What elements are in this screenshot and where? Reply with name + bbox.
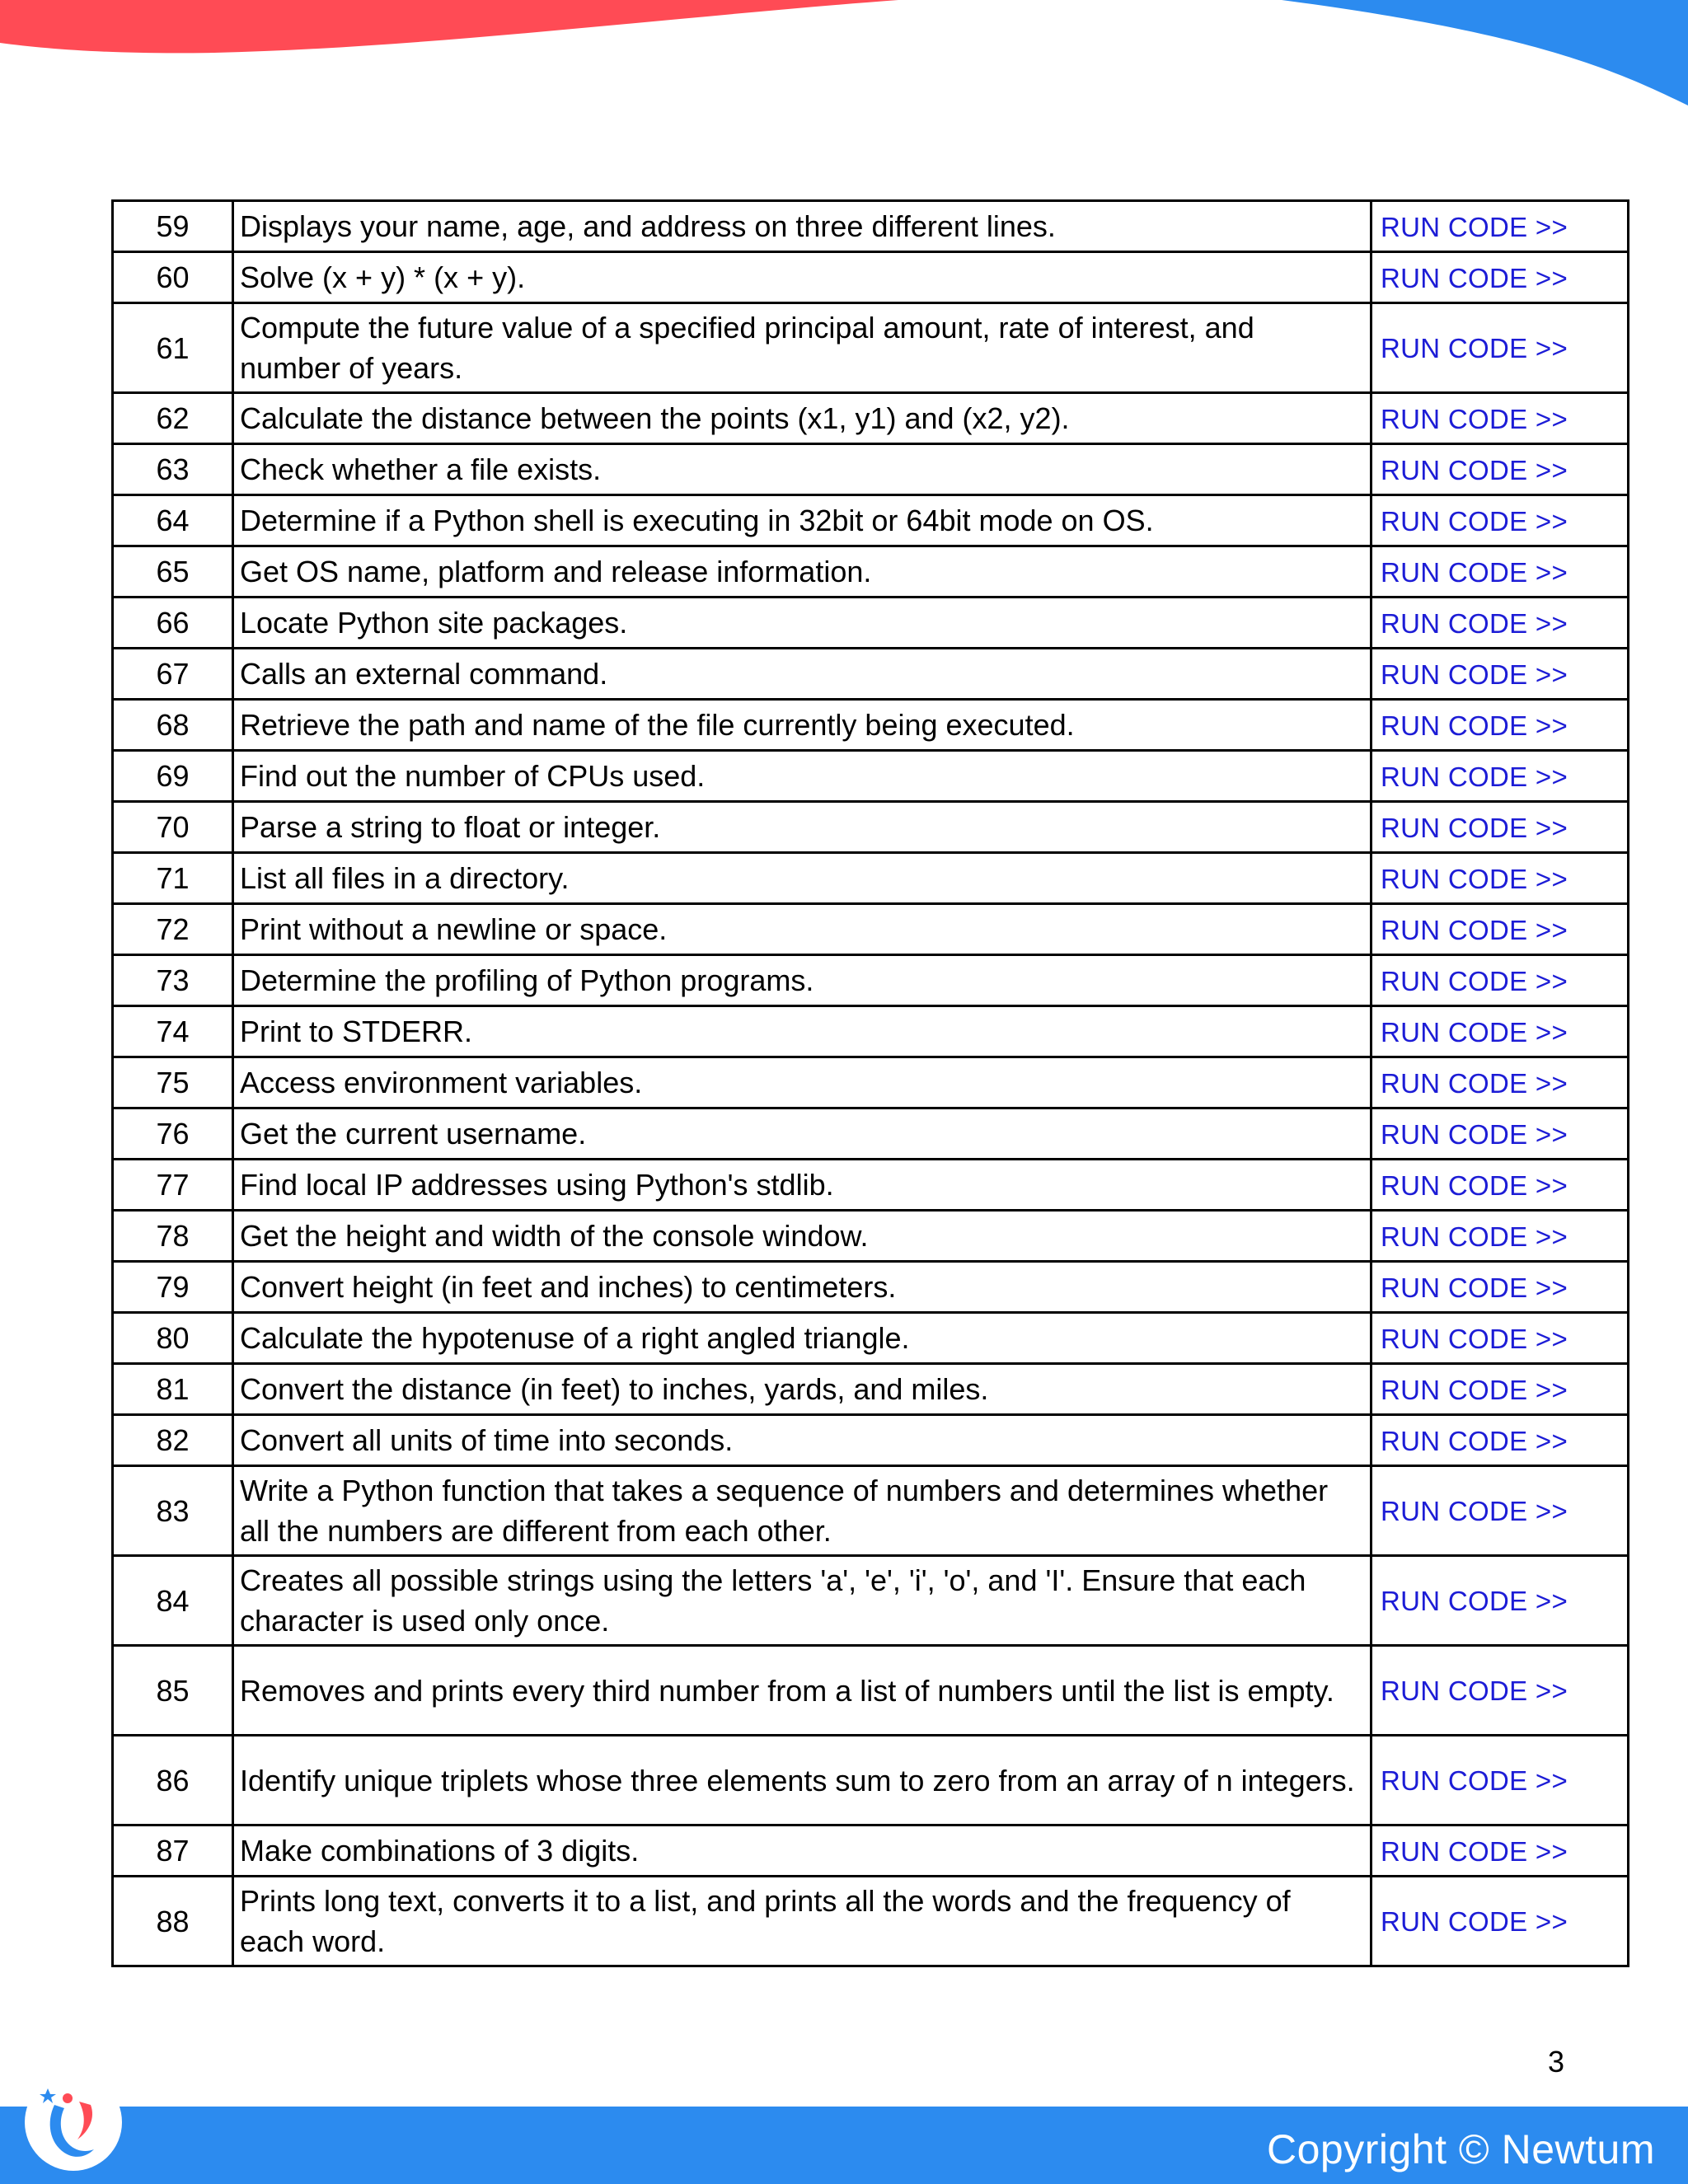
run-code-link[interactable]: RUN CODE >> [1381, 1496, 1568, 1526]
program-number: 80 [113, 1313, 233, 1364]
program-number: 78 [113, 1211, 233, 1262]
run-code-cell [1372, 252, 1629, 303]
run-code-link[interactable]: RUN CODE >> [1381, 812, 1568, 843]
table-row [113, 955, 1629, 1006]
run-code-link[interactable]: RUN CODE >> [1381, 1169, 1568, 1201]
table-row [113, 1556, 1629, 1646]
copyright-text: Copyright © Newtum [1267, 2126, 1655, 2172]
run-code-cell [1372, 1364, 1629, 1415]
program-number: 74 [113, 1006, 233, 1057]
program-description: Get OS name, platform and release information. [233, 546, 1372, 598]
run-code-link[interactable]: RUN CODE >> [1381, 1425, 1568, 1456]
table-row [113, 303, 1629, 393]
run-code-cell [1372, 700, 1629, 751]
run-code-cell [1372, 1646, 1629, 1736]
run-code-link[interactable]: RUN CODE >> [1381, 863, 1568, 894]
run-code-link[interactable]: RUN CODE >> [1381, 1906, 1568, 1937]
run-code-link[interactable]: RUN CODE >> [1381, 1118, 1568, 1150]
program-description: Convert height (in feet and inches) to centimeters. [233, 1262, 1372, 1313]
run-code-link[interactable]: RUN CODE >> [1381, 1221, 1568, 1252]
run-code-cell [1372, 1313, 1629, 1364]
program-number: 66 [113, 598, 233, 649]
run-code-link[interactable]: RUN CODE >> [1381, 965, 1568, 996]
programs-table [111, 199, 1629, 1967]
program-number: 62 [113, 393, 233, 444]
program-number: 67 [113, 649, 233, 700]
table-row [113, 904, 1629, 955]
program-description: Displays your name, age, and address on three different lines. [233, 201, 1372, 252]
table-row [113, 1108, 1629, 1160]
run-code-cell [1372, 1108, 1629, 1160]
run-code-cell [1372, 1262, 1629, 1313]
run-code-cell [1372, 598, 1629, 649]
table-row [113, 802, 1629, 853]
program-description: Access environment variables. [233, 1057, 1372, 1108]
program-description: Convert the distance (in feet) to inches, yards, and miles. [233, 1364, 1372, 1415]
table-row [113, 1006, 1629, 1057]
program-number: 83 [113, 1466, 233, 1556]
run-code-link[interactable]: RUN CODE >> [1381, 658, 1568, 690]
run-code-cell [1372, 751, 1629, 802]
program-number: 61 [113, 303, 233, 393]
program-number: 68 [113, 700, 233, 751]
program-number: 64 [113, 495, 233, 546]
table-row [113, 1877, 1629, 1966]
run-code-cell [1372, 1160, 1629, 1211]
table-row [113, 495, 1629, 546]
programs-table-body [113, 201, 1629, 1966]
run-code-cell [1372, 904, 1629, 955]
table-row [113, 700, 1629, 751]
program-description: Write a Python function that takes a sequence of numbers and determines whether all the numbers are different from each other. [233, 1466, 1372, 1556]
program-description: Get the current username. [233, 1108, 1372, 1160]
table-row [113, 649, 1629, 700]
run-code-cell [1372, 1057, 1629, 1108]
program-description: Calculate the hypotenuse of a right angled triangle. [233, 1313, 1372, 1364]
program-description: Calculate the distance between the points (x1, y1) and (x2, y2). [233, 393, 1372, 444]
run-code-cell [1372, 495, 1629, 546]
program-description: Solve (x + y) * (x + y). [233, 252, 1372, 303]
program-description: Determine if a Python shell is executing in 32bit or 64bit mode on OS. [233, 495, 1372, 546]
page-number: 3 [1547, 2045, 1564, 2079]
run-code-link[interactable]: RUN CODE >> [1381, 1016, 1568, 1047]
table-row [113, 444, 1629, 495]
run-code-cell [1372, 393, 1629, 444]
program-number: 88 [113, 1877, 233, 1966]
table-row [113, 1262, 1629, 1313]
table-row [113, 853, 1629, 904]
run-code-cell [1372, 546, 1629, 598]
run-code-cell [1372, 303, 1629, 393]
run-code-link[interactable]: RUN CODE >> [1381, 914, 1568, 945]
table-row [113, 201, 1629, 252]
run-code-link[interactable]: RUN CODE >> [1381, 556, 1568, 588]
table-row [113, 1364, 1629, 1415]
program-description: Compute the future value of a specified principal amount, rate of interest, and number of years. [233, 303, 1372, 393]
program-number: 87 [113, 1825, 233, 1877]
run-code-link[interactable]: RUN CODE >> [1381, 761, 1568, 792]
run-code-cell [1372, 1736, 1629, 1825]
run-code-link[interactable]: RUN CODE >> [1381, 1272, 1568, 1303]
table-row [113, 393, 1629, 444]
program-description: Find out the number of CPUs used. [233, 751, 1372, 802]
table-row [113, 1646, 1629, 1736]
run-code-link[interactable]: RUN CODE >> [1381, 1675, 1568, 1706]
program-number: 75 [113, 1057, 233, 1108]
table-row [113, 751, 1629, 802]
run-code-cell [1372, 1415, 1629, 1466]
program-description: Prints long text, converts it to a list, and prints all the words and the frequency of each word. [233, 1877, 1372, 1966]
run-code-link[interactable]: RUN CODE >> [1381, 1765, 1568, 1796]
header-wave-decoration [0, 0, 1688, 115]
program-description: Identify unique triplets whose three elements sum to zero from an array of n integers. [233, 1736, 1372, 1825]
program-number: 63 [113, 444, 233, 495]
run-code-link[interactable]: RUN CODE >> [1381, 1067, 1568, 1099]
program-number: 79 [113, 1262, 233, 1313]
run-code-link[interactable]: RUN CODE >> [1381, 454, 1568, 485]
run-code-cell [1372, 802, 1629, 853]
run-code-cell [1372, 444, 1629, 495]
table-row [113, 546, 1629, 598]
program-number: 60 [113, 252, 233, 303]
program-description: Retrieve the path and name of the file currently being executed. [233, 700, 1372, 751]
run-code-cell [1372, 1556, 1629, 1646]
program-number: 71 [113, 853, 233, 904]
program-number: 85 [113, 1646, 233, 1736]
program-number: 73 [113, 955, 233, 1006]
run-code-cell [1372, 1825, 1629, 1877]
program-description: Print to STDERR. [233, 1006, 1372, 1057]
run-code-link[interactable]: RUN CODE >> [1381, 710, 1568, 741]
program-description: Removes and prints every third number from a list of numbers until the list is empty. [233, 1646, 1372, 1736]
run-code-link[interactable]: RUN CODE >> [1381, 1835, 1568, 1867]
program-description: Creates all possible strings using the letters 'a', 'e', 'i', 'o', and 'I'. Ensure that each character is used only once. [233, 1556, 1372, 1646]
program-number: 69 [113, 751, 233, 802]
run-code-link[interactable]: RUN CODE >> [1381, 1586, 1568, 1616]
table-row [113, 1160, 1629, 1211]
run-code-link[interactable]: RUN CODE >> [1381, 211, 1568, 242]
program-description: List all files in a directory. [233, 853, 1372, 904]
program-number: 81 [113, 1364, 233, 1415]
table-row [113, 1313, 1629, 1364]
run-code-cell [1372, 853, 1629, 904]
program-number: 65 [113, 546, 233, 598]
program-description: Find local IP addresses using Python's stdlib. [233, 1160, 1372, 1211]
program-number: 70 [113, 802, 233, 853]
table-row [113, 1825, 1629, 1877]
program-description: Get the height and width of the console window. [233, 1211, 1372, 1262]
run-code-cell [1372, 955, 1629, 1006]
program-description: Parse a string to float or integer. [233, 802, 1372, 853]
run-code-cell [1372, 1211, 1629, 1262]
run-code-cell [1372, 1877, 1629, 1966]
run-code-link[interactable]: RUN CODE >> [1381, 333, 1568, 363]
program-description: Locate Python site packages. [233, 598, 1372, 649]
run-code-link[interactable]: RUN CODE >> [1381, 505, 1568, 537]
table-row [113, 1466, 1629, 1556]
run-code-cell [1372, 201, 1629, 252]
program-description: Check whether a file exists. [233, 444, 1372, 495]
run-code-cell [1372, 1466, 1629, 1556]
program-description: Determine the profiling of Python programs. [233, 955, 1372, 1006]
program-number: 84 [113, 1556, 233, 1646]
run-code-link[interactable]: RUN CODE >> [1381, 403, 1568, 434]
program-number: 76 [113, 1108, 233, 1160]
table-row [113, 1057, 1629, 1108]
table-row [113, 1415, 1629, 1466]
newtum-logo-icon [31, 2077, 117, 2168]
program-number: 72 [113, 904, 233, 955]
program-description: Print without a newline or space. [233, 904, 1372, 955]
run-code-link[interactable]: RUN CODE >> [1381, 607, 1568, 639]
table-row [113, 1211, 1629, 1262]
table-row [113, 598, 1629, 649]
program-number: 59 [113, 201, 233, 252]
blue-wave [1282, 0, 1688, 105]
program-description: Make combinations of 3 digits. [233, 1825, 1372, 1877]
program-description: Convert all units of time into seconds. [233, 1415, 1372, 1466]
program-number: 77 [113, 1160, 233, 1211]
run-code-link[interactable]: RUN CODE >> [1381, 262, 1568, 293]
program-number: 82 [113, 1415, 233, 1466]
table-row [113, 252, 1629, 303]
run-code-link[interactable]: RUN CODE >> [1381, 1323, 1568, 1354]
red-wave [0, 0, 898, 53]
program-number: 86 [113, 1736, 233, 1825]
run-code-link[interactable]: RUN CODE >> [1381, 1374, 1568, 1405]
table-row [113, 1736, 1629, 1825]
run-code-cell [1372, 649, 1629, 700]
run-code-cell [1372, 1006, 1629, 1057]
program-description: Calls an external command. [233, 649, 1372, 700]
